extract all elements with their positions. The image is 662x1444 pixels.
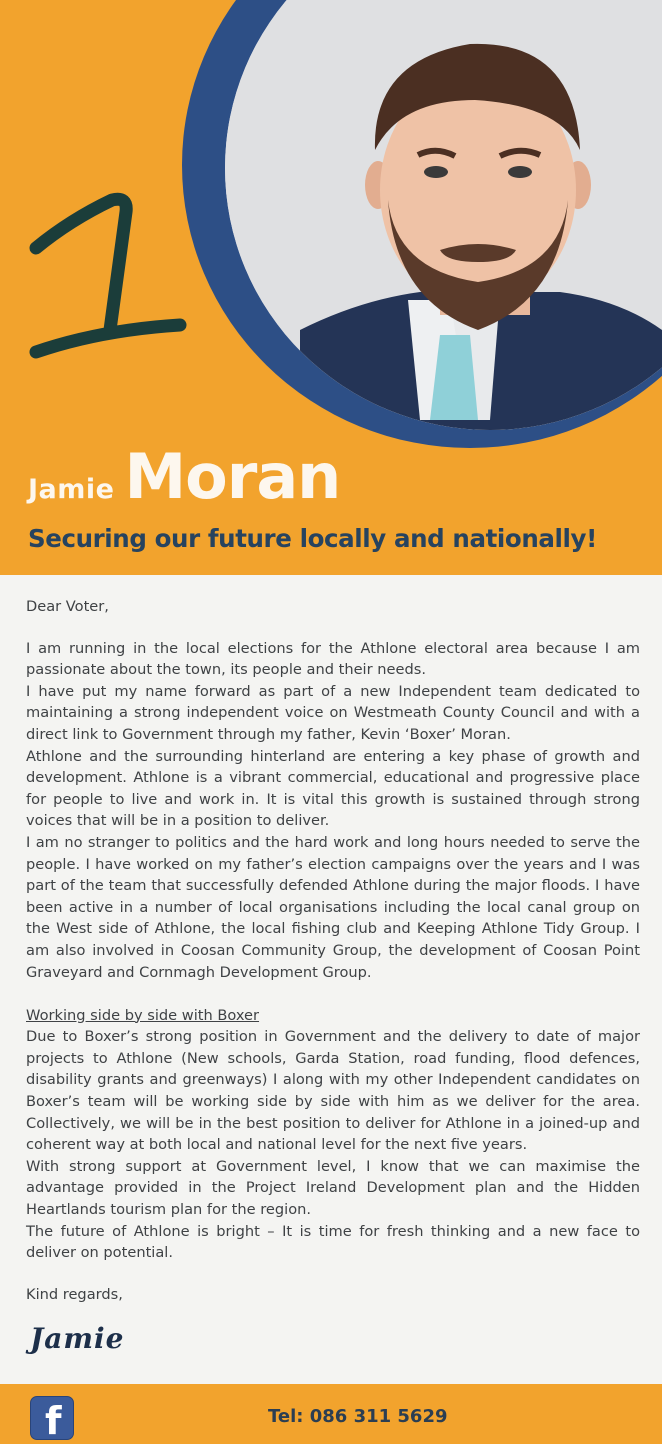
last-name: Moran [124, 440, 341, 513]
paragraph: Athlone and the surrounding hinterland are entering a key phase of growth and development. Athlone is a vibrant commercial, educational and progressive place for people to live and work in. It is vital this growth is sustained through strong voices that will be in a position to deliver. [26, 747, 640, 830]
paragraph: With strong support at Government level, I know that we can maximise the advantage provided in the Project Ireland Development plan and the Hidden Heartlands tourism plan for the region. [26, 1157, 640, 1219]
hero-banner [0, 0, 662, 575]
letter-body [26, 596, 640, 1305]
slogan: Securing our future locally and nationally! [28, 524, 597, 553]
closing: Kind regards, [26, 1285, 123, 1303]
greeting: Dear Voter, [26, 598, 109, 615]
facebook-glyph: f [45, 1399, 62, 1440]
ballot-number-stroke [36, 199, 180, 352]
paragraph: I am running in the local elections for the Athlone electoral area because I am passionate about the town, its people and their needs. [26, 639, 640, 679]
candidate-photo [225, 0, 662, 460]
paragraph: I have put my name forward as part of a new Independent team dedicated to maintaining a strong independent voice on Westmeath County Council and with a direct link to Government through my father, Kevin ‘Boxer’ Moran. [26, 682, 640, 743]
first-name: Jamie [28, 474, 115, 505]
subheading: Working side by side with Boxer [26, 1006, 260, 1024]
facebook-icon[interactable] [30, 1396, 74, 1440]
signature: Jamie [30, 1322, 125, 1355]
paragraph: I am no stranger to politics and the hard work and long hours needed to serve the people. I have worked on my father’s election campaigns over the years and I was part of the team that successfully defended Athlone during the major floods. I have been active in a number of local organisations including the local canal group on the West side of Athlone, the local fishing club and Keeping Athlone Tidy Group. I am also involved in Coosan Community Group, the development of Coosan Point Graveyard and Cornmagh Development Group. [26, 833, 640, 981]
paragraph: The future of Athlone is bright – It is time for fresh thinking and a new face to deliver on potential. [26, 1222, 640, 1262]
telephone: Tel: 086 311 5629 [268, 1406, 448, 1427]
paragraph: Due to Boxer’s strong position in Government and the delivery to date of major projects to Athlone (New schools, Garda Station, road funding, flood defences, disability grants and greenways) I along with my other Independent candidates on Boxer’s team will be working side by side with him as we deliver for the area. Collectively, we will be in the best position to deliver for Athlone in a joined-up and coherent way at both local and national level for the next five years. [26, 1028, 640, 1154]
candidate-name [28, 440, 340, 513]
